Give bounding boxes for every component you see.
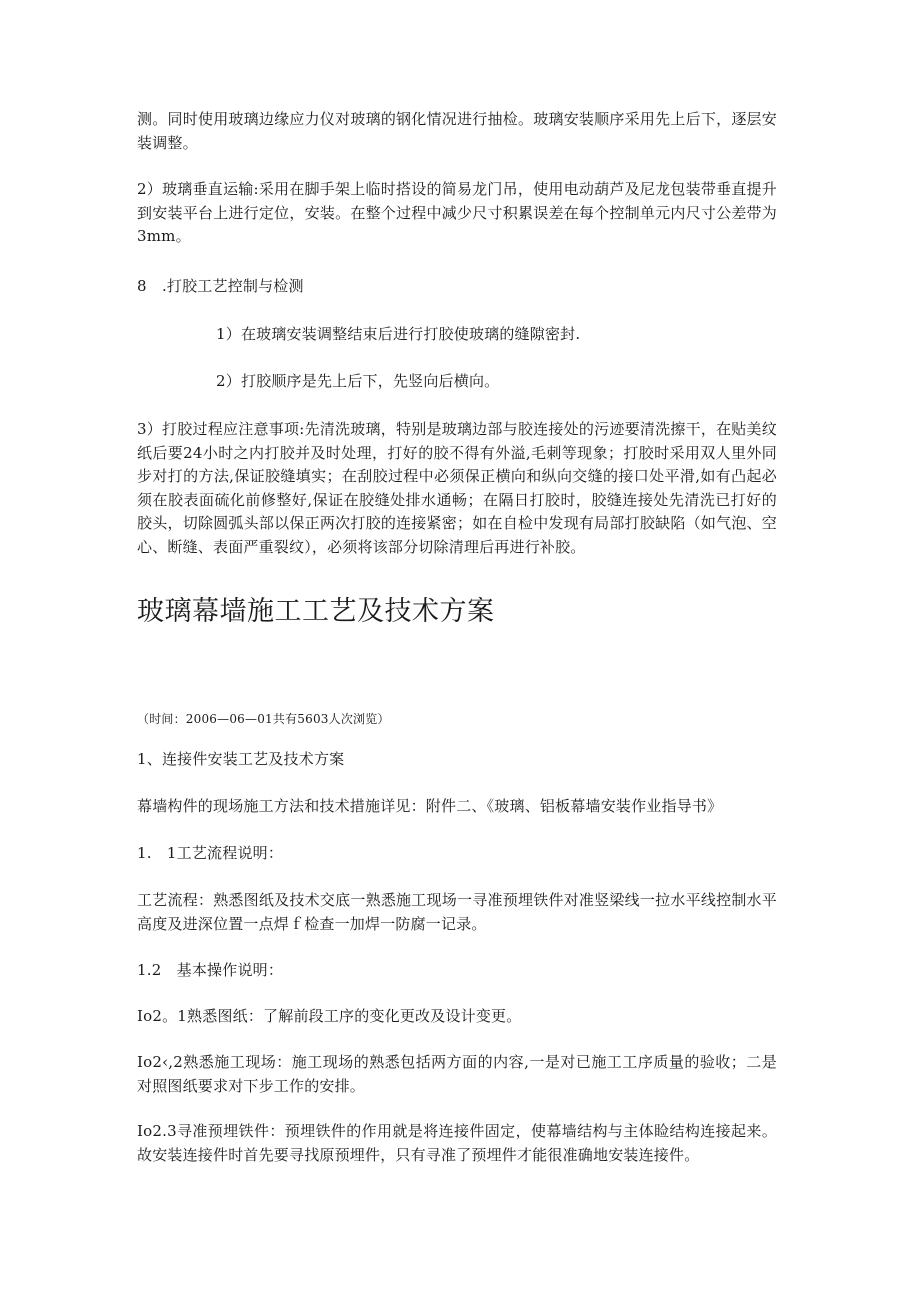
paragraph-intro: 幕墙构件的现场施工方法和技术措施详见：附件二、《玻璃、铝板幕墙安装作业指导书》	[137, 797, 723, 815]
heading-basic-operations: 1.2 基本操作说明：	[137, 961, 284, 979]
paragraph-glue-step-3: 3）打胶过程应注意事项:先清洗玻璃，特别是玻璃边部与胶连接处的污迹要清洗擦干，在贴美纹纸后要24小时之内打胶并及时处理，打好的胶不得有外溢,毛刺等现象；打胶时采用双人里外同步对打的方法,保证胶缝填实；在刮胶过程中必须保正横向和纵向交缝的接口处平滑,如有凸起必须在胶表面硫化前修整好,保证在胶缝处排水通畅；在隔日打胶时，胶缝连接处先清洗已打好的胶头，切除圆弧头部以保正两次打胶的连接紧密；如在自检中发现有局部打胶缺陷（如气泡、空心、断缝、表面严重裂纹），必须将该部分切除清理后再进行补胶。	[137, 420, 777, 556]
heading-connector-installation: 1、连接件安装工艺及技术方案	[137, 750, 345, 768]
paragraph-glass-inspection: 测。同时使用玻璃边缘应力仪对玻璃的钢化情况进行抽检。玻璃安装顺序采用先上后下，逐层安装调整。	[137, 110, 777, 152]
heading-process-flow: 1. 1工艺流程说明：	[137, 844, 284, 862]
section-heading-glue-control: 8 .打胶工艺控制与检测	[137, 277, 304, 295]
paragraph-glass-transport: 2）玻璃垂直运输:采用在脚手架上临时搭设的简易龙门吊，使用电动葫芦及尼龙包装带垂直提升到安装平台上进行定位，安装。在整个过程中减少尺寸积累误差在每个控制单元内尺寸公差带为3mm。	[137, 180, 777, 245]
paragraph-process-flow: 工艺流程：熟悉图纸及技术交底一熟悉施工现场一寻准预埋铁件对准竖梁线一拉水平线控制水平高度及进深位置一点焊ｆ检查一加焊一防腐一记录。	[137, 891, 777, 933]
article-title: 玻璃幕墙施工工艺及技术方案	[137, 596, 495, 627]
article-meta: （时间：2006—06—01共有5603人次浏览）	[137, 712, 390, 726]
paragraph-site: Io2‹,2熟悉施工现场：施工现场的熟悉包括两方面的内容,一是对已施工工序质量的验收；二是对照图纸要求对下步工作的安排。	[137, 1053, 777, 1095]
paragraph-glue-step-1: 1）在玻璃安装调整结束后进行打胶使玻璃的缝隙密封.	[216, 325, 581, 343]
paragraph-glue-step-2: 2）打胶顺序是先上后下，先竖向后横向。	[216, 372, 500, 390]
paragraph-embedded-parts: Io2.3寻准预埋铁件：预埋铁件的作用就是将连接件固定，使幕墙结构与主体睑结构连接起来。故安装连接件时首先要寻找原预埋件，只有寻准了预埋件才能很准确地安装连接件。	[137, 1122, 777, 1164]
paragraph-drawings: Io2。1熟悉图纸：了解前段工序的变化更改及设计变更。	[137, 1007, 522, 1025]
